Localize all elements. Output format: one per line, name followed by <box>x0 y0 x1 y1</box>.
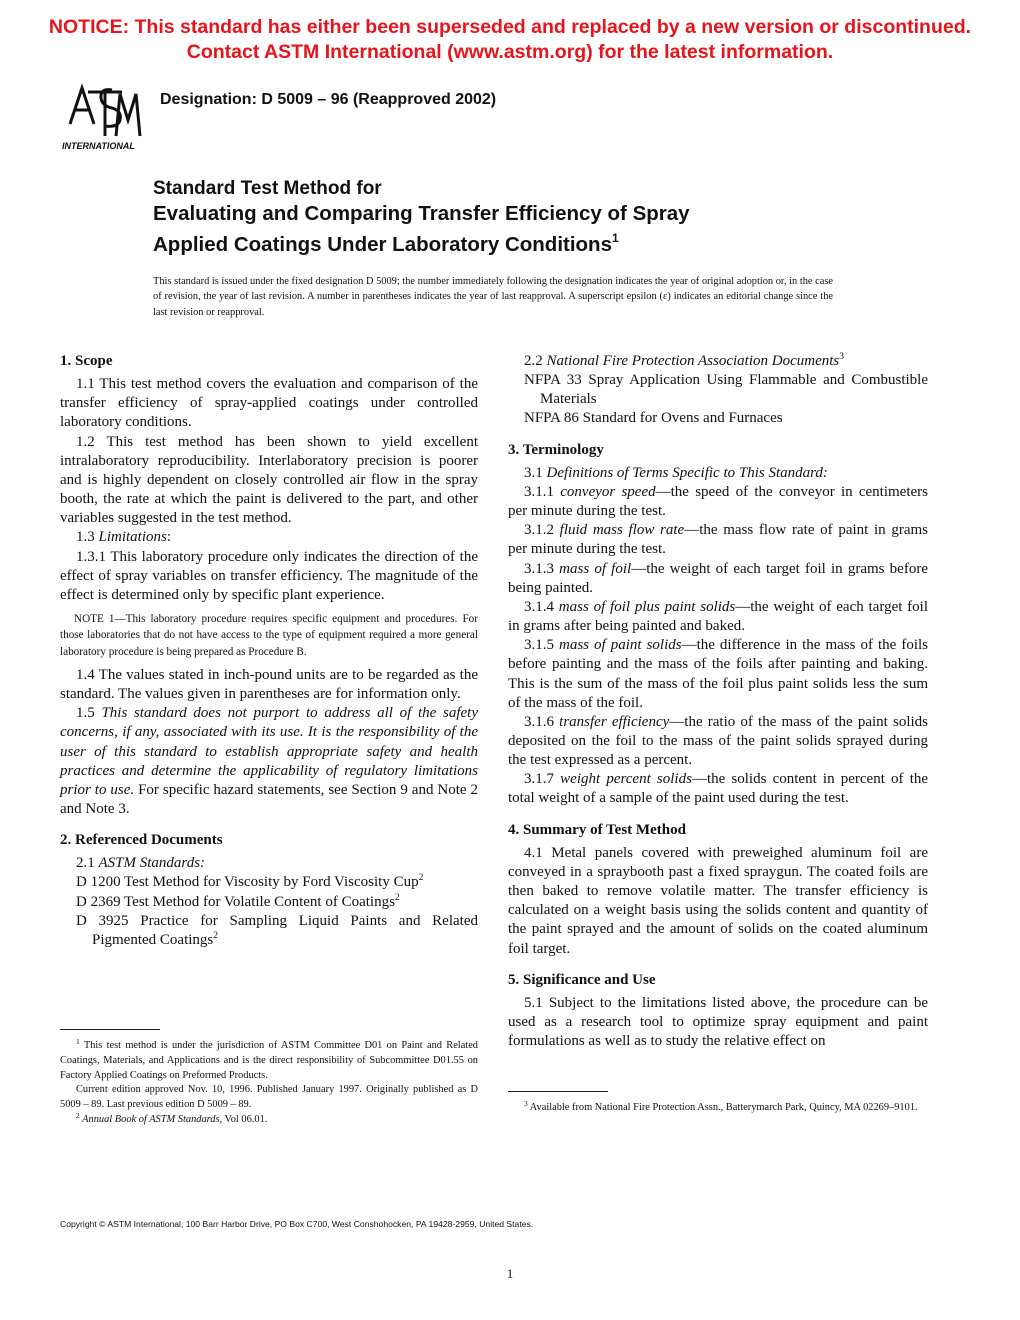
term-3-1-3-term: mass of foil <box>559 560 632 577</box>
term-3-1-3 <box>508 560 928 598</box>
footnote-2-mark: 2 <box>76 1110 80 1120</box>
term-3-1-1-term: conveyor speed <box>560 483 656 500</box>
footnote-1-text: This test method is under the jurisdiction of ASTM Committee D01 on Paint and Related Coatings, Materials, and Applications and is the direct responsibility of Subcommittee D01.55 on Factory Applied Coatings on Preformed Products. <box>60 1040 478 1081</box>
footnotes-right <box>508 1101 928 1116</box>
term-3-1-3-def: —the weight of each target foil in grams before being painted. <box>508 560 928 596</box>
term-3-1-6-term: transfer efficiency <box>559 713 670 730</box>
term-3-1-6 <box>508 713 928 770</box>
term-3-1-3-num: 3.1.3 <box>524 560 560 577</box>
issued-note: This standard is issued under the fixed designation D 5009; the number immediately following the designation indicates the year of original adoption or, in the case of revision, the year of last revision. A number in parentheses indicates the year of last reapproval. A superscript epsilon (ε) indicates an editorial change since the last revision or reapproval. <box>153 276 834 318</box>
term-3-1-4 <box>508 598 928 636</box>
para-2-1 <box>60 854 478 873</box>
term-3-1-5 <box>508 636 928 713</box>
para-1-3-num: 1.3 <box>76 529 99 546</box>
term-3-1-1 <box>508 483 928 521</box>
term-3-1-2 <box>508 521 928 559</box>
ref-d1200-sup: 2 <box>418 873 424 884</box>
para-1-5 <box>60 704 478 819</box>
term-3-1-4-num: 3.1.4 <box>524 598 559 615</box>
footnote-1-mark: 1 <box>76 1037 80 1046</box>
title-line-3-text: Applied Coatings Under Laboratory Conditions <box>153 233 612 256</box>
copyright-line: Copyright © ASTM International, 100 Barr Harbor Drive, PO Box C700, West Conshohocken, PA 19428-2959, United States. <box>60 1219 534 1229</box>
para-1-5-num: 1.5 <box>76 705 102 722</box>
footnote-rule-left <box>60 1029 160 1030</box>
footnote-2-italic: Annual Book of ASTM Standards <box>79 1113 220 1125</box>
footnote-3-text: Available from National Fire Protection Assn., Batterymarch Park, Quincy, MA 02269–9101. <box>527 1102 918 1113</box>
term-3-1-2-def: —the mass flow rate of paint in grams per minute during the test. <box>508 522 928 558</box>
section-2-heading: 2. Referenced Documents <box>60 832 223 849</box>
term-3-1-6-def: —the ratio of the mass of the paint solids deposited on the foil to the mass of the paint solids sprayed during the test expressed as a percent. <box>508 713 928 769</box>
para-1-3-end: : <box>166 529 172 546</box>
term-3-1-6-num: 3.1.6 <box>524 713 560 730</box>
para-3-1-italic: Definitions of Terms Specific to This Standard: <box>546 464 828 481</box>
ref-nfpa86: NFPA 86 Standard for Ovens and Furnaces <box>524 410 783 427</box>
para-4-1: 4.1 Metal panels covered with preweighed aluminum foil are conveyed in a spraybooth past a fixed spraygun. The coated foils are then baked to remove volatile matter. The transfer efficiency is calculated on a weight basis using the solids content and quantity of the paint sprayed and the amount of solids on the coated aluminum foil target. <box>508 844 928 957</box>
term-3-1-2-term: fluid mass flow rate <box>559 522 685 539</box>
footnotes-left <box>60 1039 478 1128</box>
term-3-1-2-num: 3.1.2 <box>524 522 560 539</box>
section-1-heading: 1. Scope <box>60 353 113 369</box>
title-line-1: Standard Test Method for <box>153 178 382 199</box>
left-column <box>60 352 478 950</box>
ref-d3925-sup: 2 <box>213 930 218 941</box>
para-1-3-italic: Limitations <box>98 529 167 546</box>
ref-d2369-sup: 2 <box>394 892 400 903</box>
note-1: NOTE 1—This laboratory procedure requires specific equipment and procedures. For those laboratories that do not have access to the type of equipment required a more general laboratory procedure is being prepared as Procedure B. <box>60 613 478 658</box>
ref-d3925 <box>60 912 478 950</box>
para-1-3-1: 1.3.1 This laboratory procedure only indicates the direction of the effect of spray variables on transfer efficiency. The magnitude of the effect is determined only by specific plant experience. <box>60 548 478 603</box>
notice-line-1: NOTICE: This standard has either been superseded and replaced by a new version or discontinued. <box>48 16 972 38</box>
term-3-1-1-def: —the speed of the conveyor in centimeters per minute during the test. <box>508 483 928 520</box>
term-3-1-7-num: 3.1.7 <box>524 771 561 788</box>
notice-line-2: Contact ASTM International (www.astm.org) for the latest information. <box>186 41 834 63</box>
para-2-2-num: 2.2 <box>524 353 547 369</box>
section-3-heading: 3. Terminology <box>508 441 604 458</box>
para-1-2: 1.2 This test method has been shown to yield excellent intralaboratory reproducibility. Interlaboratory precision is poorer and is highly dependent on closely controlled air flow in the spray booth, the rate at which the paint is delivered to the part, and other variables suggested in the test method. <box>60 433 478 527</box>
ref-d3925-text: D 3925 Practice for Sampling Liquid Paints and Related Pigmented Coatings <box>76 912 478 948</box>
ref-nfpa33: NFPA 33 Spray Application Using Flammable and Combustible Materials <box>524 372 928 408</box>
title-line-2: Evaluating and Comparing Transfer Efficiency of Spray <box>153 202 690 225</box>
para-2-1-num: 2.1 <box>76 855 99 872</box>
para-2-2-sup: 3 <box>839 352 844 362</box>
ref-d2369-text: D 2369 Test Method for Volatile Content of Coatings <box>76 893 395 910</box>
designation: Designation: D 5009 – 96 (Reapproved 2002) <box>160 91 497 108</box>
page-number: 1 <box>506 1266 514 1281</box>
logo-wordmark: INTERNATIONAL <box>62 141 135 151</box>
section-4-heading: 4. Summary of Test Method <box>508 821 686 838</box>
footnote-3-mark: 3 <box>524 1099 528 1108</box>
para-2-2-italic: National Fire Protection Association Documents <box>546 353 840 369</box>
term-3-1-5-def: —the difference in the mass of the foils before painting and the mass of the foils after painting and baking. This is the sum of the mass of the foil plus paint solids less the sum of the mass of the foil. <box>508 637 928 711</box>
right-column <box>508 352 928 1051</box>
term-3-1-5-num: 3.1.5 <box>524 637 560 654</box>
ref-d1200-text: D 1200 Test Method for Viscosity by Ford Viscosity Cup <box>76 874 419 891</box>
footnote-2 <box>60 1110 478 1128</box>
term-3-1-1-num: 3.1.1 <box>524 483 561 500</box>
para-3-1 <box>508 464 928 483</box>
ref-d1200 <box>60 873 478 892</box>
para-1-5-italic: This standard does not purport to address all of the safety concerns, if any, associated with its use. It is the responsibility of the user of this standard to establish appropriate safety and health practices and determine the applicability of regulatory limitations prior to use. <box>60 705 479 798</box>
term-3-1-7-term: weight percent solids <box>560 771 692 788</box>
footnote-2-end: , Vol 06.01. <box>219 1113 268 1125</box>
title-footnote-mark: 1 <box>611 231 619 245</box>
para-2-2 <box>508 352 928 371</box>
para-1-1: 1.1 This test method covers the evaluation and comparison of the transfer efficiency of spray-applied coatings under controlled laboratory conditions. <box>60 376 478 431</box>
footnote-3 <box>508 1101 928 1116</box>
term-3-1-4-def: —the weight of each target foil in grams after being painted and baked. <box>508 598 929 635</box>
footnote-1-edition: Current edition approved Nov. 10, 1996. Published January 1997. Originally published as D 5009 – 89. Last previous edition D 5009 – 89. <box>60 1084 478 1111</box>
footnote-1 <box>60 1039 478 1083</box>
para-2-1-italic: ASTM Standards: <box>98 855 206 872</box>
astm-logo <box>60 80 146 152</box>
term-3-1-4-term: mass of foil plus paint solids <box>558 598 736 615</box>
para-1-5-end: For specific hazard statements, see Section 9 and Note 2 and Note 3. <box>60 781 478 818</box>
term-3-1-7 <box>508 770 928 808</box>
para-1-4: 1.4 The values stated in inch-pound units are to be regarded as the standard. The values given in parentheses are for information only. <box>60 666 478 703</box>
para-5-1: 5.1 Subject to the limitations listed above, the procedure can be used as a research tool to optimize spray equipment and paint formulations as well as to study the relative effect on <box>508 994 928 1050</box>
section-5-heading: 5. Significance and Use <box>508 971 656 988</box>
footnote-rule-right <box>508 1091 608 1092</box>
para-3-1-num: 3.1 <box>524 464 547 481</box>
ref-d2369 <box>60 893 478 912</box>
term-3-1-5-term: mass of paint solids <box>559 637 682 654</box>
para-1-3 <box>60 528 478 547</box>
document-title <box>153 176 690 257</box>
title-line-3 <box>153 226 690 257</box>
term-3-1-7-def: —the solids content in percent of the total weight of a sample of the paint used during the test. <box>508 771 929 807</box>
